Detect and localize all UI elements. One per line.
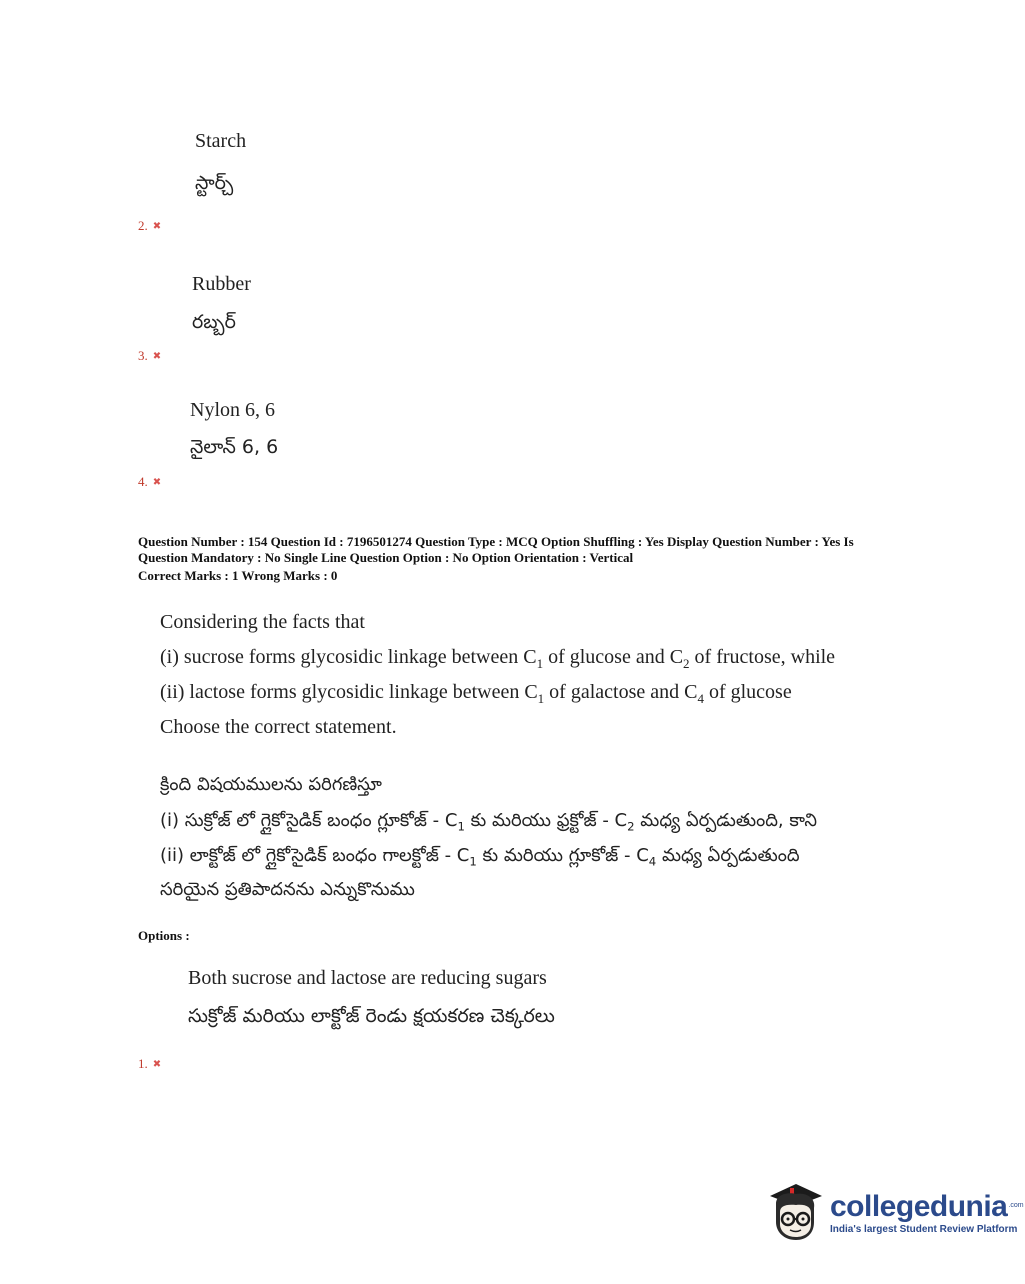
option-2-marker	[138, 218, 161, 234]
option-2-telugu: స్టార్చ్	[195, 172, 234, 194]
marks-line: Correct Marks : 1 Wrong Marks : 0	[138, 568, 338, 583]
options-label: Options :	[138, 928, 190, 943]
logo-tagline: India's largest Student Review Platform	[830, 1223, 1018, 1235]
option-3-english: Rubber	[192, 273, 251, 295]
collegedunia-logo	[766, 1178, 1024, 1244]
option-4-telugu: నైలాన్ 6, 6	[190, 436, 279, 458]
option-4-marker	[138, 474, 161, 490]
option-1-english: Both sucrose and lactose are reducing sugars	[188, 967, 547, 989]
option-number: 3.	[138, 348, 148, 363]
option-number: 2.	[138, 218, 148, 233]
question-prompt-english: Choose the correct statement.	[160, 716, 397, 738]
option-1-telugu: సుక్రోజ్ మరియు లాక్టోజ్ రెండు క్షయకరణ చెక్కరలు	[188, 1005, 555, 1027]
option-3-telugu: రబ్బర్	[192, 311, 236, 333]
wrong-cross-icon: ✖	[152, 476, 162, 488]
metadata-line: Question Number : 154 Question Id : 7196501274 Question Type : MCQ Option Shuffling : Yes Display Question Number : Yes Is	[138, 534, 854, 549]
option-number: 1.	[138, 1056, 148, 1071]
option-4-english: Nylon 6, 6	[190, 399, 275, 421]
metadata-line: Question Mandatory : No Single Line Question Option : No Option Orientation : Vertical	[138, 550, 634, 565]
mascot-icon	[766, 1178, 824, 1244]
wrong-cross-icon: ✖	[152, 350, 162, 362]
question-prompt-telugu: సరియైన ప్రతిపాదనను ఎన్నుకొనుము	[160, 879, 415, 900]
question-intro-english: Considering the facts that	[160, 611, 365, 633]
question-fact-1-telugu: (i) సుక్రోజ్ లో గ్లైకోసైడిక్ బంధం గ్లూకోజ్ - $C_1$ కు మరియు ఫ్రక్టోజ్ - $C_2$ మధ్య ఏర్పడుతుంది, కాని	[160, 810, 818, 834]
question-fact-2-telugu: (ii) లాక్టోజ్ లో గ్లైకోసైడిక్ బంధం గాలక్టోజ్ - $C_1$ కు మరియు గ్లూకోజ్ - $C_4$ మధ్య ఏర్పడుతుంది	[160, 845, 800, 869]
logo-dot-com: .com	[1008, 1201, 1024, 1209]
logo-brand-text: collegedunia	[830, 1189, 1008, 1223]
option-3-marker	[138, 348, 161, 364]
option-1-marker	[138, 1056, 161, 1072]
option-number: 4.	[138, 474, 148, 489]
wrong-cross-icon: ✖	[152, 1058, 162, 1070]
question-fact-1-english: (i) sucrose forms glycosidic linkage between $C_1$ of glucose and $C_2$ of fructose, while	[160, 646, 836, 671]
option-2-english: Starch	[195, 130, 247, 152]
question-intro-telugu: క్రింది విషయములను పరిగణిస్తూ	[160, 774, 382, 795]
wrong-cross-icon: ✖	[152, 220, 162, 232]
question-metadata	[138, 534, 918, 584]
question-fact-2-english: (ii) lactose forms glycosidic linkage between $C_1$ of galactose and $C_4$ of glucose	[160, 681, 792, 706]
